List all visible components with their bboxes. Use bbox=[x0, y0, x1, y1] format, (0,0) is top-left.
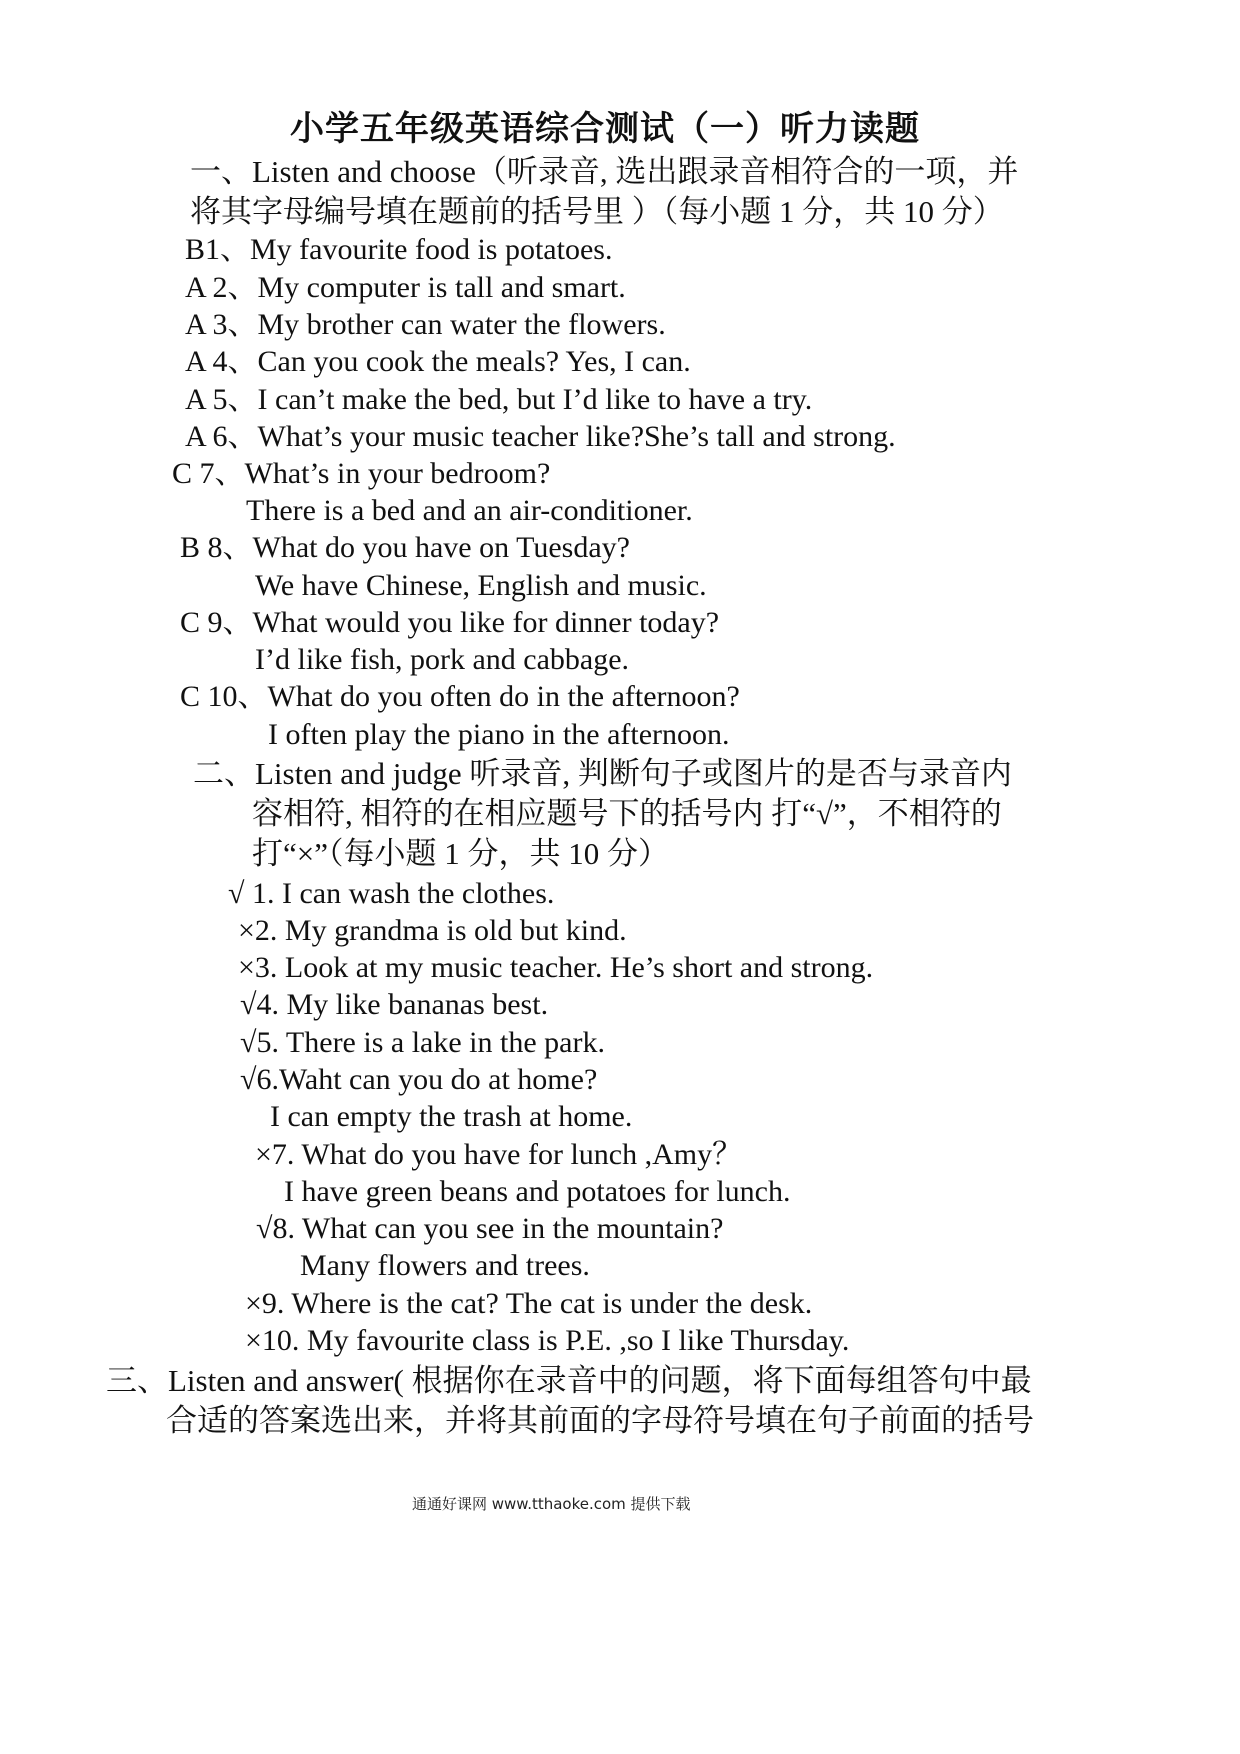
section1-heading-line1: 一、Listen and choose（听录音, 选出跟录音相符合的一项，并 bbox=[190, 154, 1019, 189]
section1-heading-line2: 将其字母编号填在题前的括号里 ）（每小题 1 分，共 10 分） bbox=[190, 194, 1004, 229]
list-item: ×3. Look at my music teacher. He’s short and strong. bbox=[238, 951, 874, 984]
section2-heading-line2: 容相符, 相符的在相应题号下的括号内 打“√”，不相符的 bbox=[252, 796, 1002, 831]
list-item: ×7. What do you have for lunch ,Amy？ bbox=[255, 1138, 743, 1171]
list-item-answer: I’d like fish, pork and cabbage. bbox=[255, 643, 630, 676]
list-item: A 4、Can you cook the meals? Yes, I can. bbox=[185, 345, 691, 378]
list-item: ×2. My grandma is old but kind. bbox=[238, 914, 627, 947]
section3-heading-line2: 合适的答案选出来，并将其前面的字母符号填在句子前面的括号 bbox=[166, 1403, 1034, 1438]
list-item: B 8、What do you have on Tuesday? bbox=[180, 531, 630, 564]
page-title: 小学五年级英语综合测试（一）听力读题 bbox=[290, 111, 920, 148]
list-item-answer: We have Chinese, English and music. bbox=[255, 569, 707, 602]
list-item: C 9、What would you like for dinner today? bbox=[180, 606, 720, 639]
list-item: √8. What can you see in the mountain? bbox=[256, 1212, 724, 1245]
list-item: A 5、I can’t make the bed, but I’d like to have a try. bbox=[185, 383, 813, 416]
list-item-answer: I can empty the trash at home. bbox=[270, 1100, 633, 1133]
list-item: √6.Waht can you do at home? bbox=[240, 1063, 598, 1096]
page-footer: 通通好课网 www.tthaoke.com 提供下载 bbox=[412, 1495, 691, 1513]
list-item: √ 1. I can wash the clothes. bbox=[228, 877, 555, 910]
list-item: A 6、What’s your music teacher like?She’s tall and strong. bbox=[185, 420, 896, 453]
section2-heading-line1: 二、Listen and judge 听录音, 判断句子或图片的是否与录音内 bbox=[193, 756, 1012, 791]
list-item-answer: Many flowers and trees. bbox=[300, 1249, 590, 1282]
list-item-answer: I often play the piano in the afternoon. bbox=[268, 718, 730, 751]
section2-heading-line3: 打“×”（每小题 1 分，共 10 分） bbox=[252, 836, 670, 871]
list-item: C 10、What do you often do in the afternoon? bbox=[180, 680, 740, 713]
list-item: ×9. Where is the cat? The cat is under the desk. bbox=[245, 1287, 813, 1320]
list-item: √5. There is a lake in the park. bbox=[240, 1026, 605, 1059]
list-item-answer: I have green beans and potatoes for lunch. bbox=[284, 1175, 791, 1208]
list-item: B1、My favourite food is potatoes. bbox=[185, 233, 613, 266]
list-item: A 2、My computer is tall and smart. bbox=[185, 271, 626, 304]
list-item: C 7、What’s in your bedroom? bbox=[172, 457, 551, 490]
list-item-answer: There is a bed and an air-conditioner. bbox=[246, 494, 693, 527]
list-item: ×10. My favourite class is P.E. ,so I like Thursday. bbox=[245, 1324, 850, 1357]
list-item: A 3、My brother can water the flowers. bbox=[185, 308, 666, 341]
list-item: √4. My like bananas best. bbox=[240, 988, 549, 1021]
section3-heading-line1: 三、Listen and answer( 根据你在录音中的问题，将下面每组答句中最 bbox=[106, 1363, 1032, 1398]
